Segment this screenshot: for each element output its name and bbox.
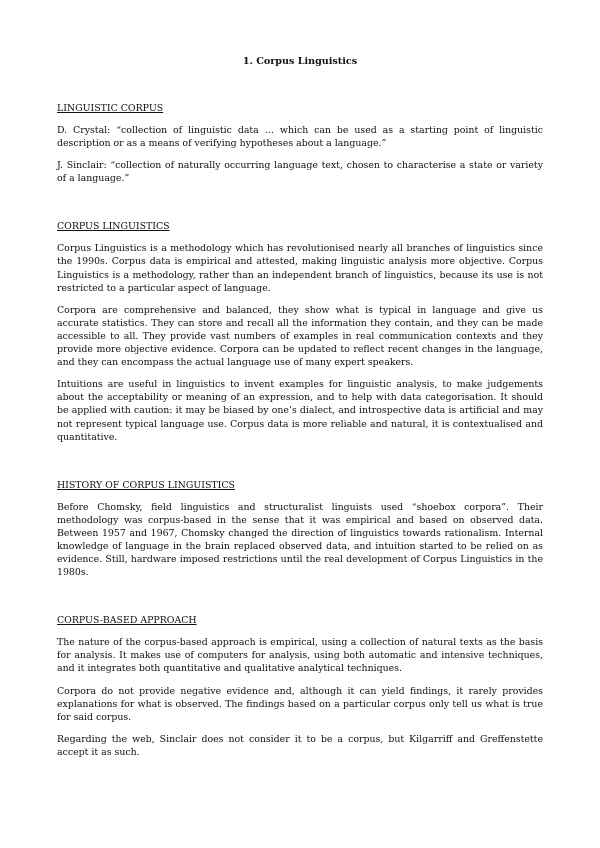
section-heading-history: HISTORY OF CORPUS LINGUISTICS xyxy=(57,479,235,491)
section-heading-linguistic-corpus: LINGUISTIC CORPUS xyxy=(57,103,164,114)
paragraph-negative-evidence: Corpora do not provide negative evidence and, although it can yield findings, it rarely provides explanations for what is observed. The findings based on a particular corpus only tell us what is true for said corpus. xyxy=(57,685,543,723)
paragraph-methodology: Corpus Linguistics is a methodology which has revolutionised nearly all branches of linguistics since the 1990s. Corpus data is empirical and attested, making linguistic analysis more objective. Corpus Linguistics is a methodology, rather than an independent branch of linguistics, because its use is not restricted to a particular aspect of language. xyxy=(57,243,543,294)
paragraph-corpus-based-nature: The nature of the corpus-based approach is empirical, using a collection of natural texts as the basis for analysis. It makes use of computers for analysis, using both automatic and intensive techniques, and it integrates both quantitative and qualitative analytical techniques. xyxy=(57,637,543,675)
document-page xyxy=(57,56,543,759)
paragraph-intuitions: Intuitions are useful in linguistics to invent examples for linguistic analysis, to make judgements about the acceptability or meaning of an expression, and to help with data categorisation. It should be applied with caution: it may be biased by one’s dialect, and introspective data is artificial and may not represent typical language use. Corpus data is more reliable and natural, it is contextualised and quantitative. xyxy=(57,379,543,443)
paragraph-corpora-features: Corpora are comprehensive and balanced, they show what is typical in language and give us accurate statistics. They can store and recall all the information they contain, and they can be made accessible to all. They provide vast numbers of examples in real communication contexts and they provide more objective evidence. Corpora can be updated to reflect recent changes in the language, and they can encompass the actual language use of many expert speakers. xyxy=(57,304,543,369)
page-title: 1. Corpus Linguistics xyxy=(242,56,358,67)
section-heading-corpus-linguistics: CORPUS LINGUISTICS xyxy=(57,221,170,233)
paragraph-crystal-definition: D. Crystal: “collection of linguistic data … which can be used as a starting point of linguistic description or as a means of verifying hypotheses about a language.” xyxy=(57,125,543,150)
section-heading-corpus-based-approach: CORPUS-BASED APPROACH xyxy=(57,615,197,627)
paragraph-history: Before Chomsky, field linguistics and structuralist linguists used “shoebox corpora”. Their methodology was corpus-based in the sense that it was empirical and based on observed data. Between 1957 and 1967, Chomsky changed the direction of linguistics towards rationalism. Internal knowledge of language in the brain replaced observed data, and intuition started to be relied on as evidence. Still, hardware imposed restrictions until the real development of Corpus Linguistics in the 1980s. xyxy=(57,501,543,579)
paragraph-web-corpus: Regarding the web, Sinclair does not consider it to be a corpus, but Kilgarriff and Greffenstette accept it as such. xyxy=(57,733,543,758)
paragraph-sinclair-definition: J. Sinclair: “collection of naturally occurring language text, chosen to characterise a state or variety of a language.” xyxy=(57,160,543,185)
